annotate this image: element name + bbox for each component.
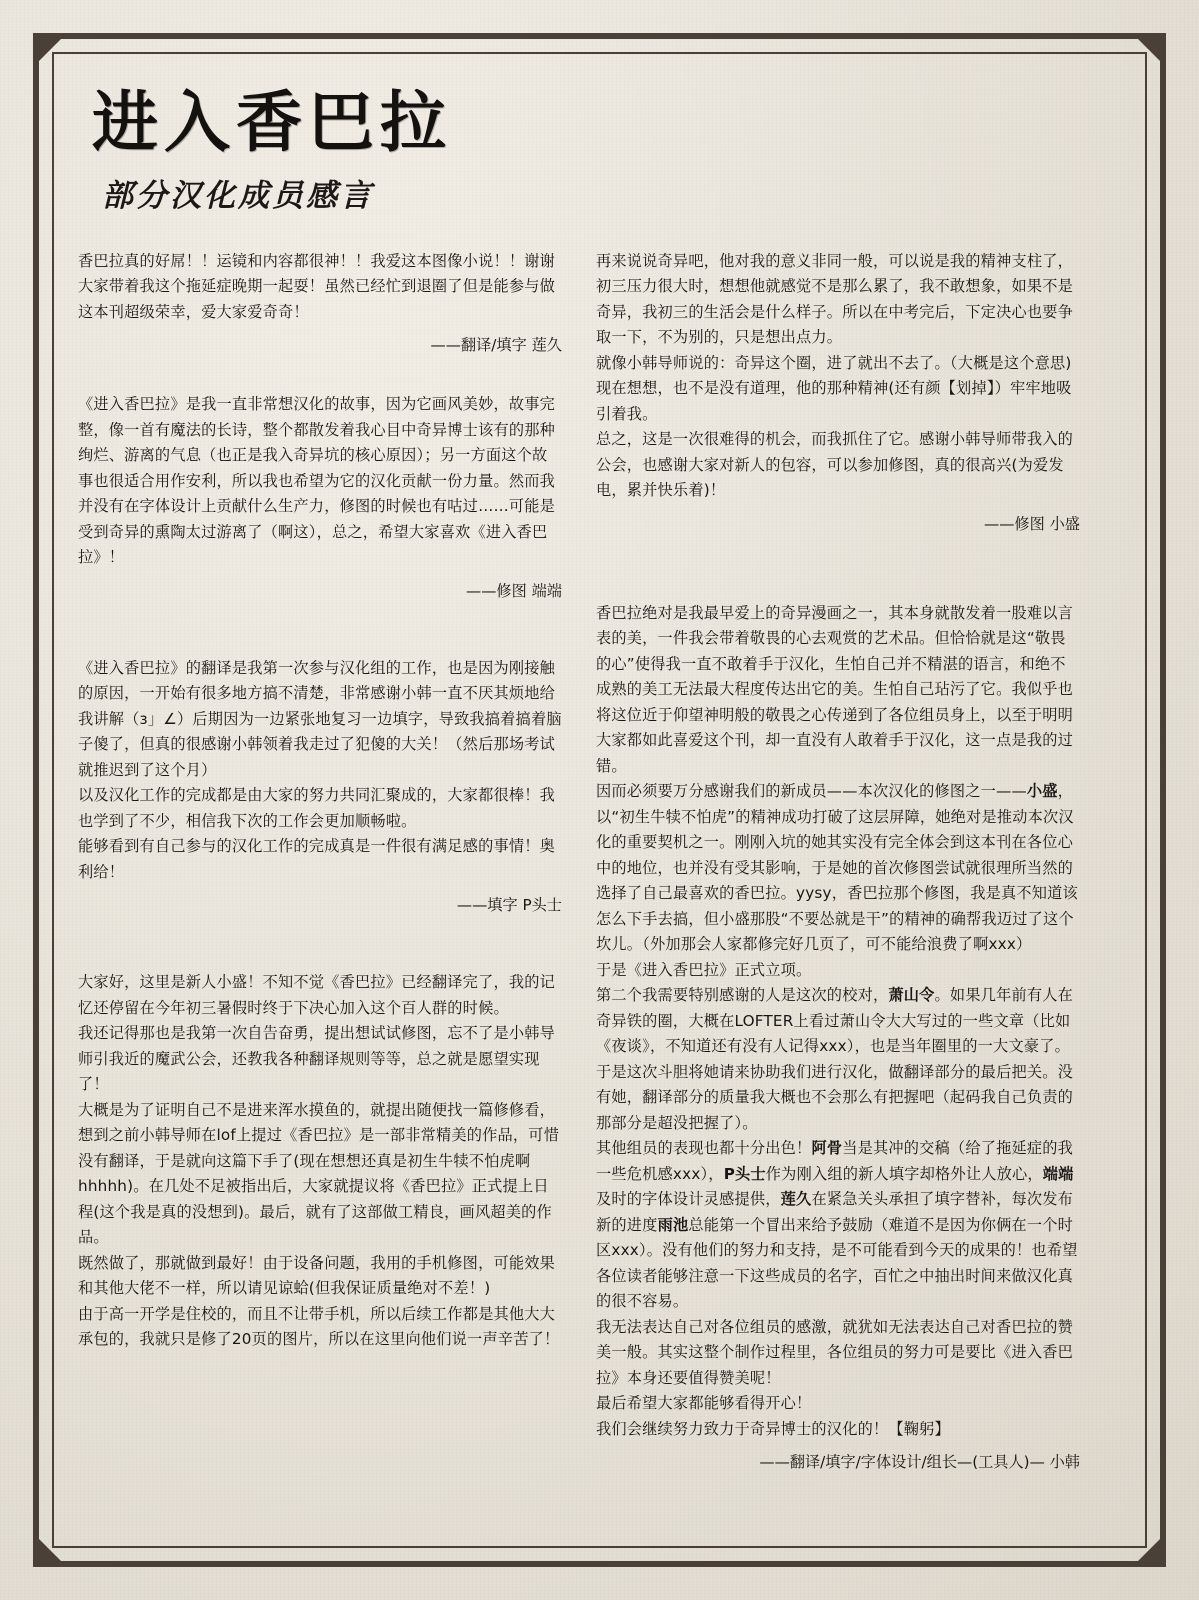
corner-ornament-bottom-right bbox=[1138, 1539, 1160, 1561]
entry-signature: ——翻译/填字/字体设计/组长—(工具人)— 小韩 bbox=[759, 1453, 1080, 1472]
corner-ornament-top-left bbox=[39, 39, 61, 61]
entry-signature: ——填字 P头士 bbox=[456, 896, 562, 915]
two-column-body bbox=[78, 249, 1121, 1472]
entry-body: 香巴拉绝对是我最早爱上的奇异漫画之一，其本身就散发着一股难以言表的美，一件我会带着敬畏的心去观赏的艺术品。但恰恰就是这“敬畏的心”使得我一直不敢着手于汉化，生怕自己并不精湛的语言，和绝不成熟的美工无法最大程度传达出它的美。生怕自己玷污了它。我似乎也将这位近于仰望神明般的敬畏之心传递到了各位组员身上，以至于明明大家都如此喜爱这个刊，却一直没有人敢着手于汉化，这一点是我的过错。 因而必须要万分感谢我们的新成员——本次汉化的修图之一——小盛，以“初生牛犊不怕虎”的精神成功打破了这层屏障，她绝对是推动本次汉化的重要契机之一。刚刚入坑的她其实没有完全体会到这本刊在各位心中的地位，也并没有受其影响，于是她的首次修图尝试就很理所当然的选择了自己最喜欢的香巴拉。yysy，香巴拉那个修图，我是真不知道该怎么下手去搞，但小盛那股“不要怂就是干”的精神的确帮我迈过了这个坎儿。（外加那会人家都修完好几页了，可不能给浪费了啊xxx） 于是《进入香巴拉》正式立项。 第二个我需要特别感谢的人是这次的校对，萧山令。如果几年前有人在奇异铁的圈，大概在LOFTER上看过萧山令大大写过的一些文章（比如《夜谈》，不知道还有没有人记得xxx），也是当年圈里的一大文豪了。于是这次斗胆将她请来协助我们进行汉化，做翻译部分的最后把关。没有她，翻译部分的质量我大概也不会那么有把握吧（起码我自己负责的那部分是超没把握了）。 其他组员的表现也都十分出色！阿骨当是其冲的交稿（给了拖延症的我一些危机感xxx），P头士作为刚入组的新人填字却格外让人放心，端端及时的字体设计灵感提供，莲久在紧急关头承担了填字替补，每次发布新的进度雨池总能第一个冒出来给予鼓励（难道不是因为你俩在一个时区xxx）。没有他们的努力和支持，是不可能看到今天的成果的！也希望各位读者能够注意一下这些成员的名字，百忙之中抽出时间来做汉化真的很不容易。 我无法表达自己对各位组员的感激，就犹如无法表达自己对香巴拉的赞美一般。其实这整个制作过程里，各位组员的努力可是要比《进入香巴拉》本身还要值得赞美呢！ 最后希望大家都能够看得开心！ 我们会继续努力致力于奇异博士的汉化的！【鞠躬】 bbox=[596, 603, 1078, 1438]
entry-signature: ——修图 小盛 bbox=[984, 514, 1080, 533]
page-subtitle: 部分汉化成员感言 bbox=[102, 177, 374, 214]
entry-body: 《进入香巴拉》的翻译是我第一次参与汉化组的工作，也是因为刚接触的原因，一开始有很多地方搞不清楚，非常感谢小韩一直不厌其烦地给我讲解（з」∠）后期因为一边紧张地复习一边填字，导致我搞着搞着脑子傻了，但真的很感谢小韩领着我走过了犯傻的大关！（然后那场考试就推迟到了这个月） 以及汉化工作的完成都是由大家的努力共同汇聚成的，大家都很棒！我也学到了不少，相信我下次的工作会更加顺畅啦。 能够看到有自己参与的汉化工作的完成真是一件很有满足感的事情！奥利给！ bbox=[78, 658, 562, 881]
entry-ptoushi bbox=[78, 656, 562, 919]
page-title: 进入香巴拉 bbox=[92, 83, 452, 161]
entry-body: 大家好，这里是新人小盛！不知不觉《香巴拉》已经翻译完了，我的记忆还停留在今年初三暑假时终于下决心加入这个百人群的时候。 我还记得那也是我第一次自告奋勇，提出想试试修图，忘不了是小韩导师引我近的魔武公会，还教我各种翻译规则等等，总之就是愿望实现了！ 大概是为了证明自己不是进来浑水摸鱼的，就提出随便找一篇修修看，想到之前小韩导师在lof上提过《香巴拉》是一部非常精美的作品，可惜没有翻译，于是就向这篇下手了(现在想想还真是初生牛犊不怕虎啊hhhhh)。在几处不足被指出后，大家就提议将《香巴拉》正式提上日程(这个我是真的没想到)。最后，就有了这部做工精良，画风超美的作品。 既然做了，那就做到最好！由于设备问题，我用的手机修图，可能效果和其他大佬不一样，所以请见谅蛤(但我保证质量绝对不差！) 由于高一开学是住校的，而且不让带手机，所以后续工作都是其他大大承包的，我就只是修了20页的图片，所以在这里向他们说一声辛苦了！ bbox=[78, 973, 560, 1349]
entry-lianjiu bbox=[78, 249, 562, 359]
entry-xiaosheng-part2 bbox=[596, 249, 1080, 537]
entry-duanduan bbox=[78, 392, 562, 604]
entry-signature: ——修图 端端 bbox=[466, 581, 562, 600]
entry-xiaosheng-part1 bbox=[78, 970, 562, 1353]
column-right bbox=[596, 249, 1080, 1472]
entry-body: 香巴拉真的好屌！！运镜和内容都很神！！我爱这本图像小说！！谢谢大家带着我这个拖延症晚期一起耍！虽然已经忙到退圈了但是能参与做这本刊超级荣幸，爱大家爱奇奇！ bbox=[78, 251, 556, 321]
corner-ornament-bottom-left bbox=[39, 1539, 61, 1561]
entry-body: 再来说说奇异吧，他对我的意义非同一般，可以说是我的精神支柱了，初三压力很大时，想想他就感觉不是那么累了，我不敢想象，如果不是奇异，我初三的生活会是什么样子。所以在中考完后，下定决心也要争取一下，不为别的，只是想出点力。 就像小韩导师说的：奇异这个圈，进了就出不去了。（大概是这个意思)现在想想，也不是没有道理，他的那种精神(还有颜【划掉】）牢牢地吸引着我。 总之，这是一次很难得的机会，而我抓住了它。感谢小韩导师带我入的公会，也感谢大家对新人的包容，可以参加修图，真的很高兴(为爱发电，累并快乐着)！ bbox=[596, 251, 1074, 500]
title-block bbox=[78, 83, 1121, 215]
entry-body: 《进入香巴拉》是我一直非常想汉化的故事，因为它画风美妙，故事完整，像一首有魔法的长诗，整个都散发着我心目中奇异博士该有的那种绚烂、游离的气息（也正是我入奇异坑的核心原因）；另一方面这个故事也很适合用作安利，所以我也希望为它的汉化贡献一份力量。然而我并没有在字体设计上贡献什么生产力，修图的时候也有咕过……可能是受到奇异的熏陶太过游离了（啊这），总之，希望大家喜欢《进入香巴拉》！ bbox=[78, 395, 556, 567]
page-content bbox=[78, 70, 1121, 1522]
entry-signature: ——翻译/填字 莲久 bbox=[430, 336, 562, 355]
column-left bbox=[78, 249, 562, 1424]
entry-xiaohan bbox=[596, 601, 1080, 1476]
corner-ornament-top-right bbox=[1138, 39, 1160, 61]
